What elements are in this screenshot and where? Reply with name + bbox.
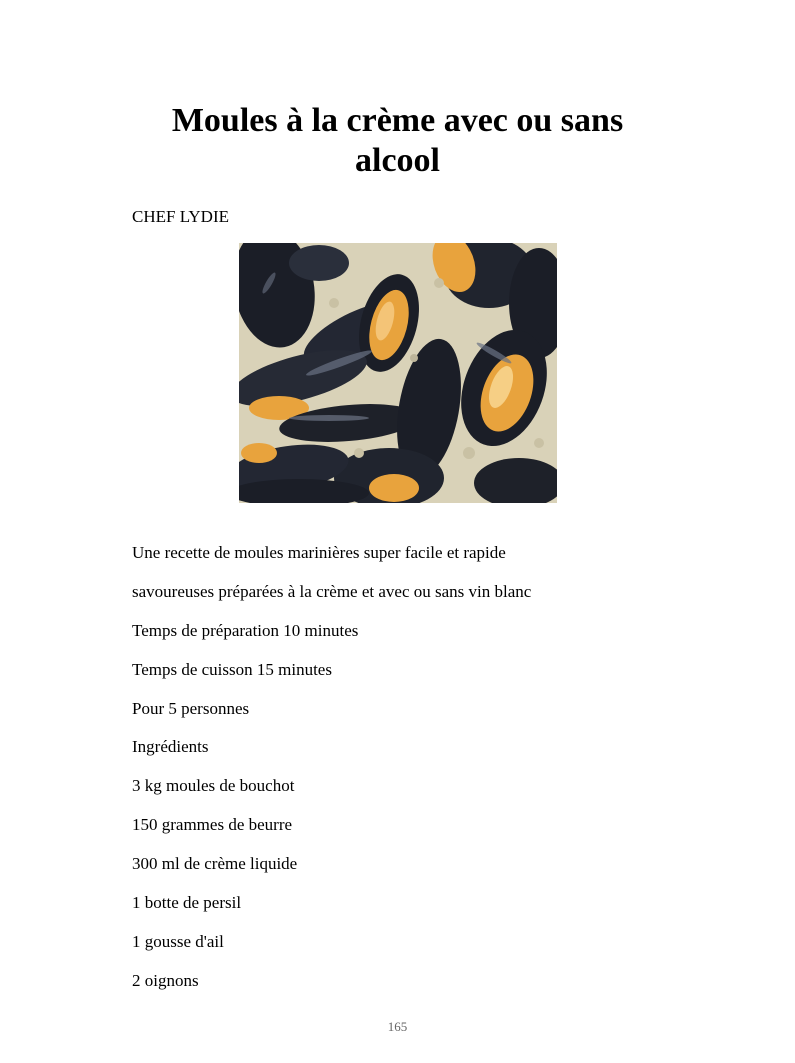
ingredient-item: 2 oignons <box>132 970 199 990</box>
ingredients-heading: Ingrédients <box>132 737 209 757</box>
ingredient-item: 3 kg moules de bouchot <box>132 776 295 796</box>
page-number: 165 <box>387 1019 408 1034</box>
ingredient-item: 1 gousse d'ail <box>132 931 224 951</box>
recipe-title: Moules à la crème avec ou sans alcool <box>171 102 624 179</box>
ingredient-item: 1 botte de persil <box>132 893 242 913</box>
ingredient-item: 300 ml de crème liquide <box>132 854 298 874</box>
recipe-line: Temps de préparation 10 minutes <box>132 620 359 640</box>
recipe-author: CHEF LYDIE <box>132 207 229 226</box>
recipe-body <box>132 540 531 1007</box>
mussels-illustration <box>239 243 557 503</box>
ingredient-item: 150 grammes de beurre <box>132 815 293 835</box>
recipe-line: Une recette de moules marinières super facile et rapide <box>132 543 506 562</box>
recipe-line: Temps de cuisson 15 minutes <box>132 659 332 679</box>
recipe-line: Pour 5 personnes <box>132 698 250 718</box>
mussels-photo <box>239 243 557 503</box>
recipe-line: savoureuses préparées à la crème et avec ou sans vin blanc <box>132 581 532 601</box>
